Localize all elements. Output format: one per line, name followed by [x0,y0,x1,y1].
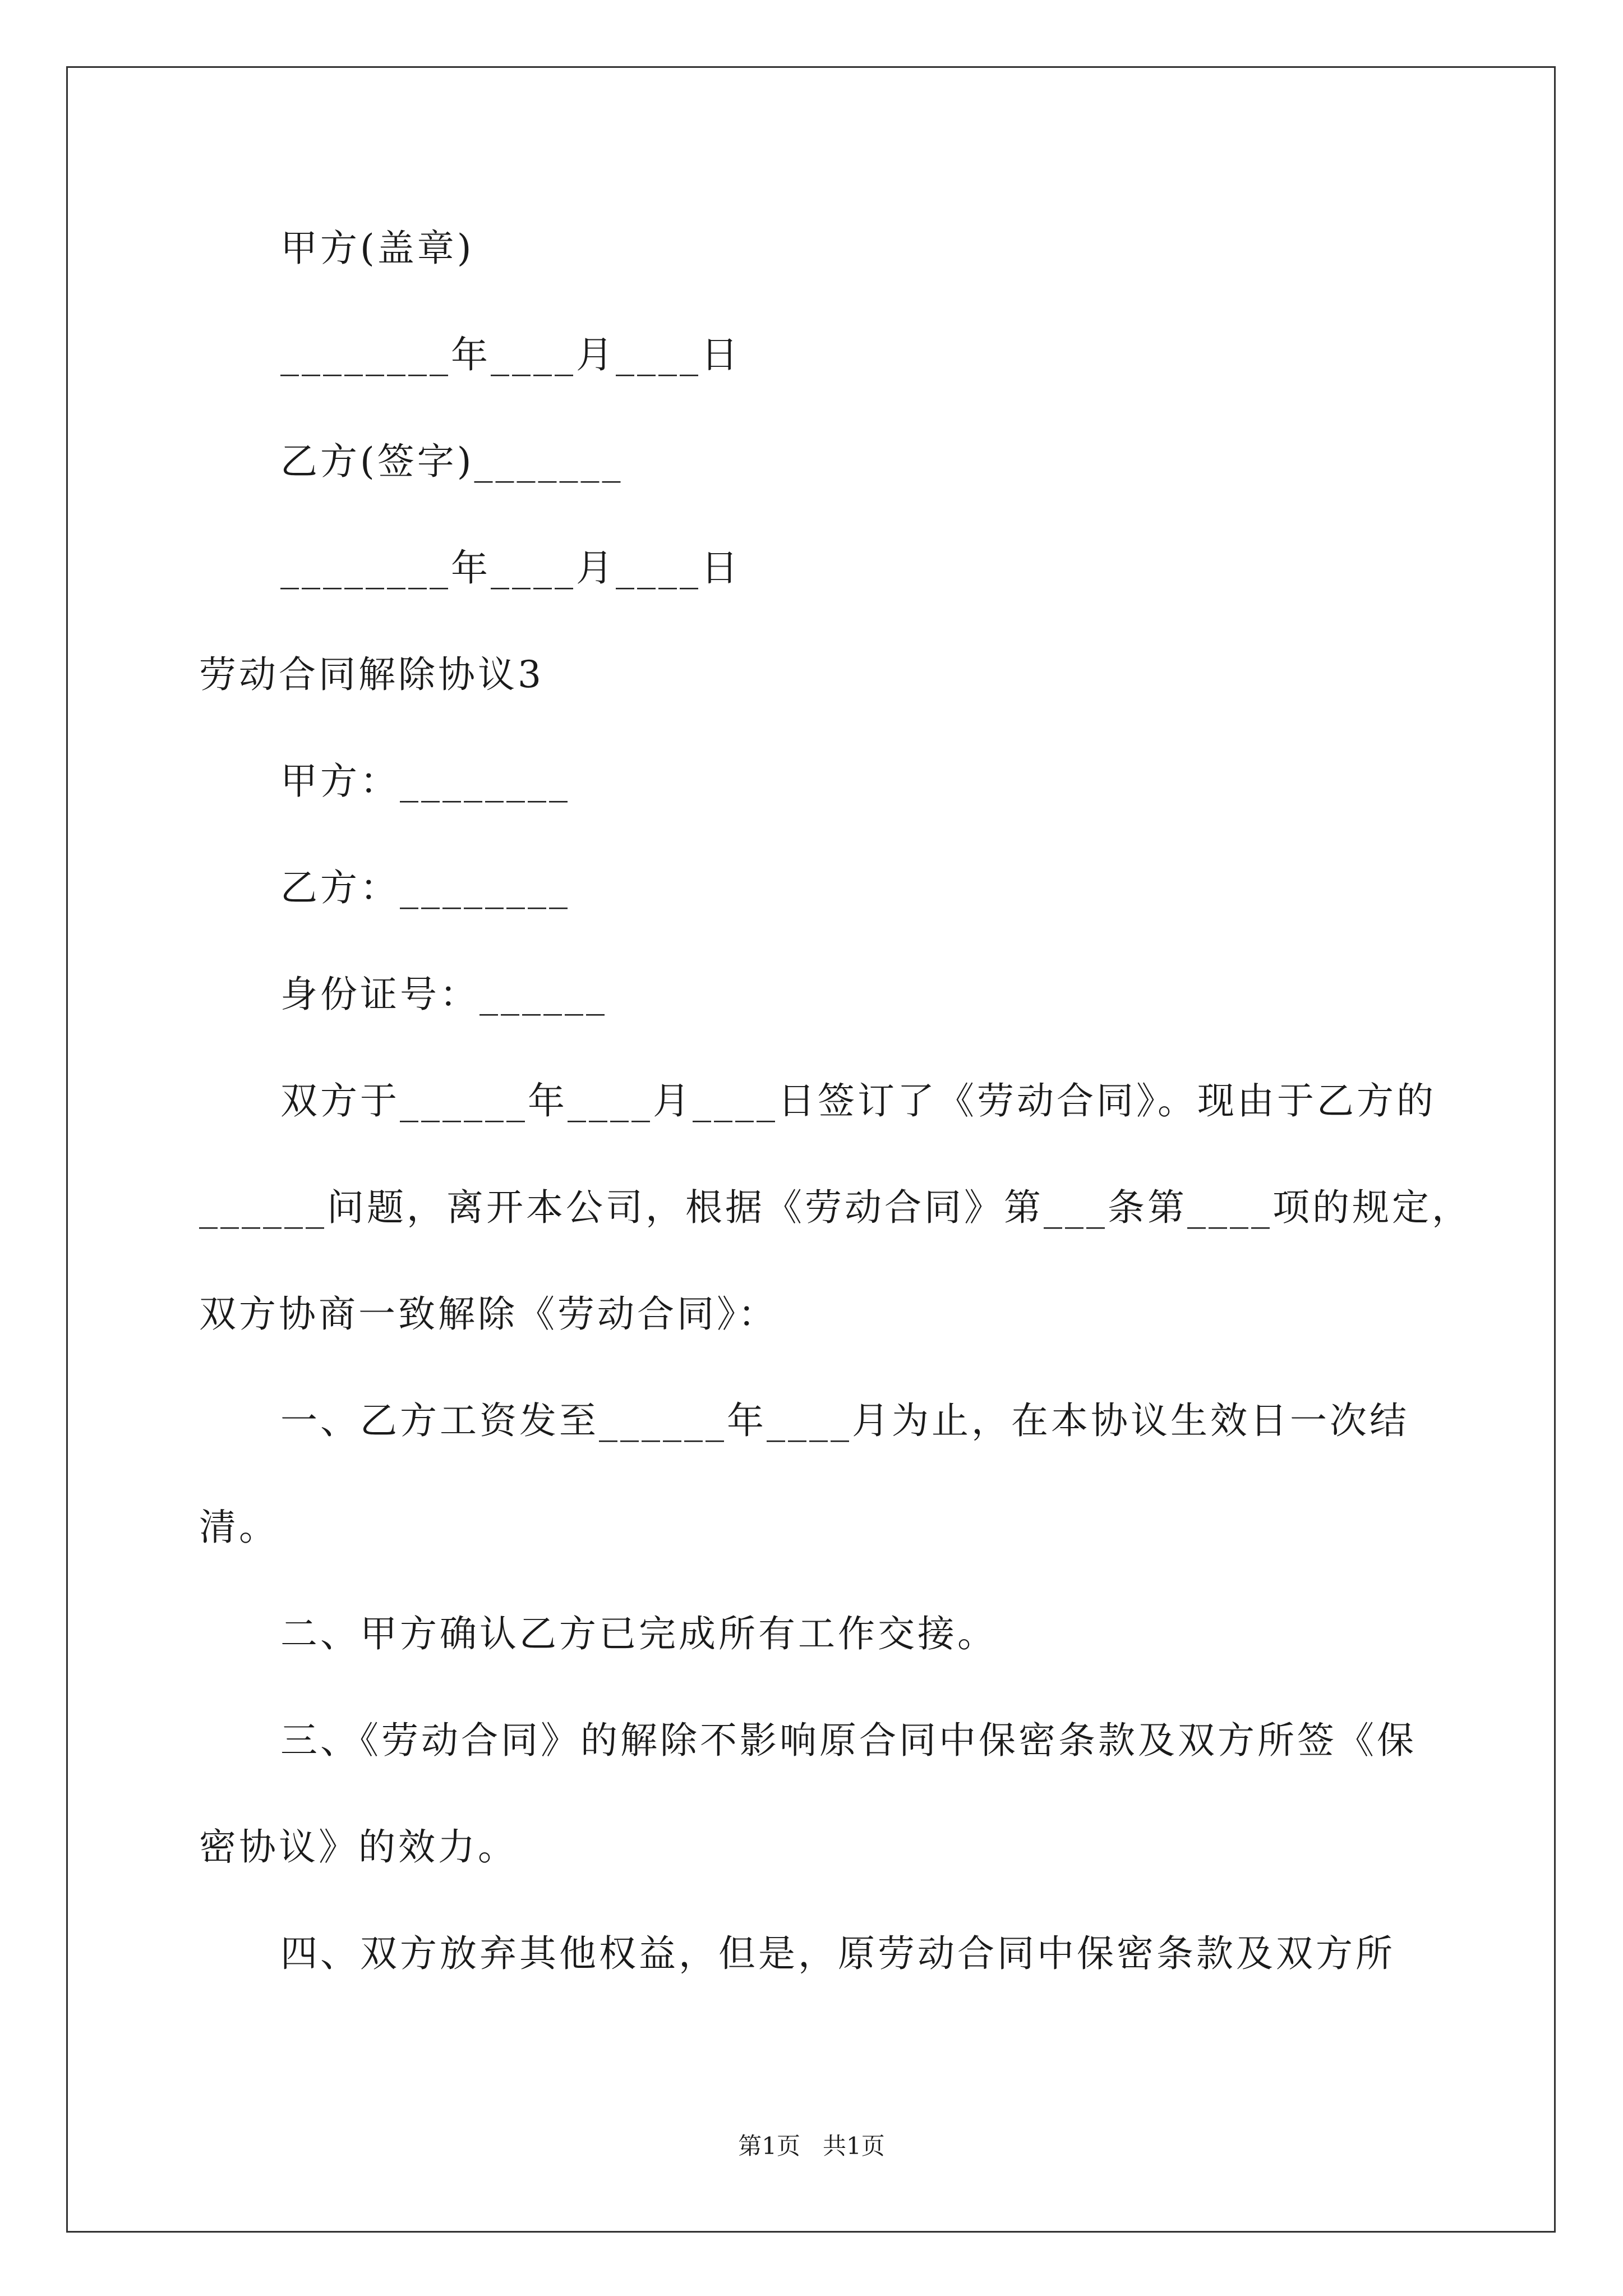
party-b-field: 乙方：________ [280,866,570,909]
clause-1-line-2: 清。 [199,1506,279,1549]
clause-4-line-1: 四、双方放弃其他权益，但是，原劳动合同中保密条款及双方所 [280,1932,1395,1975]
party-a-seal-label: 甲方(盖章) [280,227,474,270]
paragraph-intro-line-2: ______问题，离开本公司，根据《劳动合同》第___条第____项的规定， [199,1186,1472,1229]
paragraph-intro-line-3: 双方协商一致解除《劳动合同》： [199,1292,778,1336]
section-title: 劳动合同解除协议3 [199,653,544,696]
party-b-date-line: ________年____月____日 [280,546,741,590]
clause-3-line-1: 三、《劳动合同》的解除不影响原合同中保密条款及双方所签《保 [280,1719,1417,1762]
paragraph-intro-line-1: 双方于______年____月____日签订了《劳动合同》。现由于乙方的 [280,1079,1436,1122]
id-number-field: 身份证号：______ [280,973,607,1016]
clause-3-line-2: 密协议》的效力。 [199,1825,518,1869]
clause-2: 二、甲方确认乙方已完成所有工作交接。 [280,1612,997,1655]
clause-1-line-1: 一、乙方工资发至______年____月为止，在本协议生效日一次结 [280,1399,1409,1442]
page-footer: 第1页 共1页 [738,2132,885,2160]
party-a-field: 甲方：________ [280,760,570,803]
party-b-signature-label: 乙方(签字)_______ [280,440,624,483]
party-a-date-line: ________年____月____日 [280,333,741,376]
page-border [66,66,1556,2233]
